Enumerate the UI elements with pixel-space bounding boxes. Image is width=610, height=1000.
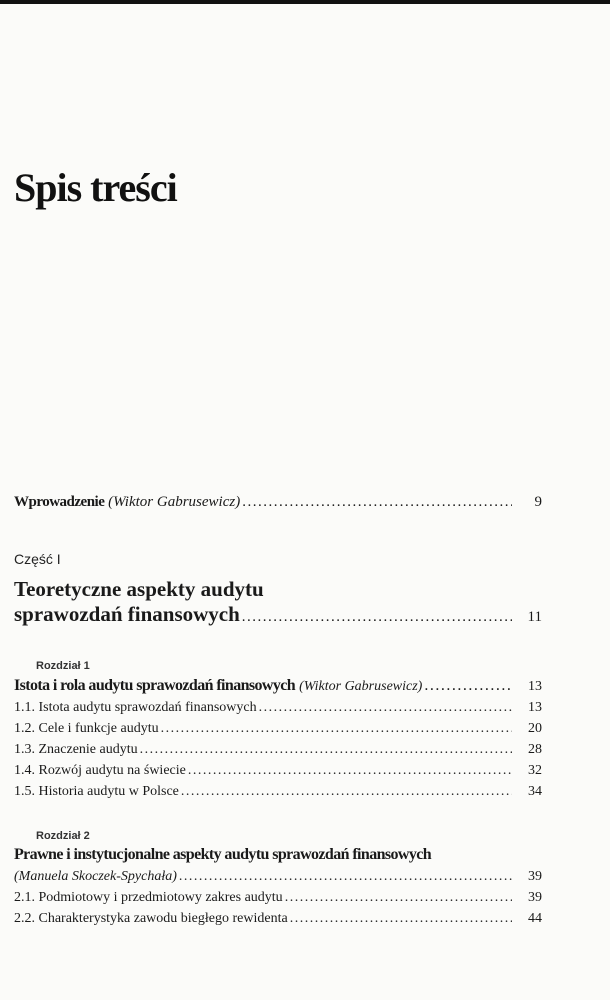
leader-dots xyxy=(179,866,512,887)
section-title: 2.1. Podmiotowy i przedmiotowy zakres audytu xyxy=(14,890,283,905)
chapter-author: (Manuela Skoczek-Spychała) xyxy=(14,869,177,884)
chapter-title[interactable]: Prawne i instytucjonalne aspekty audytu sprawozdań finansowych xyxy=(14,846,432,863)
toc-entry-section[interactable] xyxy=(14,908,542,929)
section-page-number: 28 xyxy=(528,742,542,757)
leader-dots xyxy=(424,676,512,696)
chapter-title: Istota i rola audytu sprawozdań finansowych xyxy=(14,677,296,694)
chapter-author: (Wiktor Gabrusewicz) xyxy=(299,679,423,694)
page-title: Spis treści xyxy=(14,165,177,210)
leader-dots xyxy=(188,760,512,781)
toc-entry-chapter[interactable] xyxy=(14,866,542,887)
chapter-page-number: 39 xyxy=(528,869,542,884)
toc-entry-part[interactable] xyxy=(14,602,542,630)
section-title: 1.1. Istota audytu sprawozdań finansowych xyxy=(14,700,257,715)
leader-dots xyxy=(290,908,512,929)
part-label: Część I xyxy=(14,551,61,567)
chapter-label: Rozdział 2 xyxy=(36,830,90,842)
leader-dots xyxy=(161,718,512,739)
toc-entry-section[interactable] xyxy=(14,887,542,908)
section-title: 1.3. Znaczenie audytu xyxy=(14,742,138,757)
section-page-number: 32 xyxy=(528,763,542,778)
section-title: 1.2. Cele i funkcje audytu xyxy=(14,721,159,736)
leader-dots xyxy=(181,781,512,802)
intro-author: (Wiktor Gabrusewicz) xyxy=(108,494,241,510)
toc-entry-section[interactable] xyxy=(14,739,542,760)
part-title-line1: Teoretyczne aspekty audytu xyxy=(14,577,264,601)
section-title: 2.2. Charakterystyka zawodu biegłego rewidenta xyxy=(14,911,288,926)
section-page-number: 34 xyxy=(528,784,542,799)
toc-entry-section[interactable] xyxy=(14,718,542,739)
toc-entry-chapter[interactable] xyxy=(14,676,542,697)
leader-dots xyxy=(259,697,512,718)
section-page-number: 39 xyxy=(528,890,542,905)
leader-dots xyxy=(140,739,512,760)
section-page-number: 44 xyxy=(528,911,542,926)
part-page-number: 11 xyxy=(527,609,542,625)
leader-dots xyxy=(242,494,512,511)
intro-label: Wprowadzenie xyxy=(14,494,105,510)
part-title-line2: sprawozdań finansowych xyxy=(14,602,240,626)
chapter-label: Rozdział 1 xyxy=(36,660,90,672)
section-title: 1.4. Rozwój audytu na świecie xyxy=(14,763,186,778)
table-of-contents xyxy=(14,490,542,929)
section-page-number: 20 xyxy=(528,721,542,736)
chapter-page-number: 13 xyxy=(528,679,542,694)
toc-entry-section[interactable] xyxy=(14,781,542,802)
leader-dots xyxy=(242,605,512,630)
intro-page-number: 9 xyxy=(534,494,542,510)
section-page-number: 13 xyxy=(528,700,542,715)
section-title: 1.5. Historia audytu w Polsce xyxy=(14,784,179,799)
toc-entry-section[interactable] xyxy=(14,760,542,781)
toc-entry-section[interactable] xyxy=(14,697,542,718)
page-top-edge xyxy=(0,0,610,4)
leader-dots xyxy=(285,887,512,908)
toc-entry-intro[interactable] xyxy=(14,494,542,511)
